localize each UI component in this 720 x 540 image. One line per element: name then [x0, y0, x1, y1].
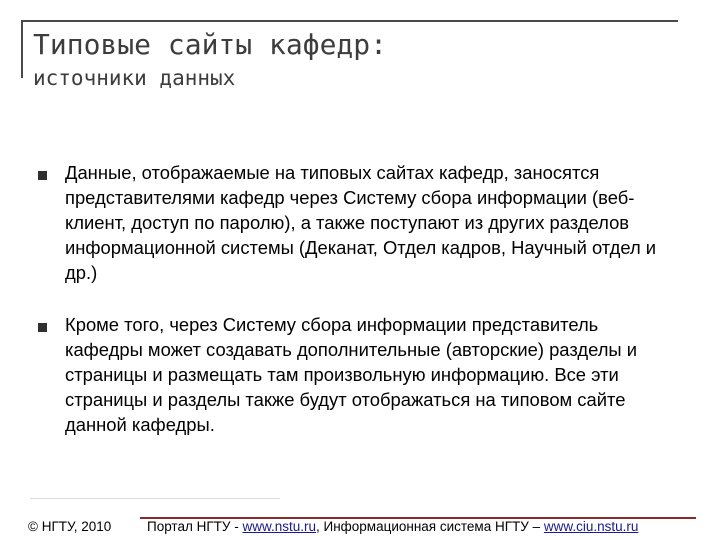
footer-portal-prefix: Портал НГТУ -: [147, 519, 243, 534]
ciu-link[interactable]: www.ciu.nstu.ru: [543, 519, 639, 534]
square-bullet-icon: [38, 323, 47, 332]
footer-links: [147, 519, 638, 534]
nstu-link[interactable]: www.nstu.ru: [242, 519, 317, 534]
footer-faint-divider: [30, 498, 280, 499]
slide-subtitle: источники данных: [33, 66, 236, 90]
bullet-text: Данные, отображаемые на типовых сайтах кафедр, заносятся представителями кафедр через Систему сбора информации (веб-клиент, доступ по паролю), а также поступают из других разделов информационной системы (Деканат, Отдел кадров, Научный отдел и др.): [65, 162, 657, 283]
bullet-text: Кроме того, через Систему сбора информации представитель кафедры может создавать дополнительные (авторские) разделы и страницы и размещать там произвольную информацию. Все эти страницы и разделы также будут отображаться на типовом сайте данной кафедры.: [65, 314, 638, 435]
footer-middle-text: , Информационная система НГТУ –: [316, 519, 544, 534]
footer-copyright: © НГТУ, 2010: [28, 519, 112, 534]
square-bullet-icon: [38, 171, 47, 180]
slide-title: Типовые сайты кафедр:: [33, 28, 388, 61]
